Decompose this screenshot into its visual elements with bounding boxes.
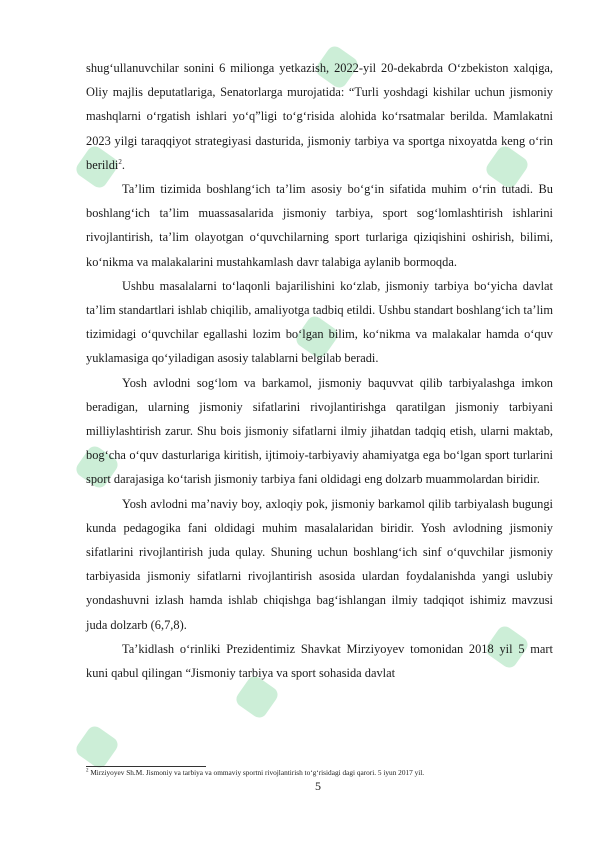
paragraph-1 — [86, 56, 553, 177]
paragraph-5: Yosh avlodni ma’naviy boy, axloqiy pok, jismoniy barkamol qilib tarbiyalash bugungi kunda pedagogika fani oldidagi muhim masalalaridan biridir. Yosh avlodning jismoniy sifatlarini rivojlantirish juda qulay. Shuning uchun boshlang‘ich sinf o‘quvchilar jismoniy tarbiyasida jismoniy sifatlarni rivojlantirish asosida ulardan foydalanishda yangi uslubiy yondashuvni izlash hamda ishlab chiqishga bag‘ishlangan ilmiy tadqiqot ishimiz mavzusi juda dolzarb (6,7,8). — [86, 496, 553, 632]
paragraph-end: . — [121, 157, 125, 172]
footnote-ref: 2 — [118, 157, 122, 166]
page-number: 5 — [315, 779, 321, 793]
body-text — [86, 56, 553, 685]
paragraph-4: Yosh avlodni sog‘lom va barkamol, jismoniy baquvvat qilib tarbiyalashga imkon beradigan, ularning jismoniy sifatlarini rivojlantirishga qaratilgan jismoniy tarbiyani milliylashtirish zarur. Shu bois jismoniy sifatlarni ilmiy jihatdan tadqiq etish, ularni maktab, bog‘cha o‘quv dasturlariga kiritish, ijtimoiy-tarbiyaviy ahamiyatga ega bo‘lgan sport turlarini sport darajasiga ko‘tarish jismoniy tarbiya fani oldidagi eng dolzarb muammolardan biridir. — [86, 375, 553, 487]
paragraph-3: Ushbu masalalarni to‘laqonli bajarilishini ko‘zlab, jismoniy tarbiya bo‘yicha davlat ta’lim standartlari ishlab chiqilib, amaliyotga tadbiq etildi. Ushbu standart boshlang‘ich ta’lim tizimidagi o‘quvchilar egallashi lozim bo‘lgan bilim, ko‘nikma va malakalar hamda o‘quv yuklamasiga qo‘yiladigan asosiy talablarni belgilab beradi. — [86, 278, 553, 366]
footnote-text: Mirziyoyev Sh.M. Jismoniy va tarbiya va ommaviy sportni rivojlantirish to‘g‘risidagi dagi qarori. 5 iyun 2017 yil. — [88, 768, 425, 777]
paragraph-6: Ta’kidlash o‘rinliki Prezidentimiz Shavkat Mirziyoyev tomonidan 2018 yil 5 mart kuni qabul qilingan “Jismoniy tarbiya va sport sohasida davlat — [86, 641, 553, 681]
paragraph-2: Ta’lim tizimida boshlang‘ich ta’lim asosiy bo‘g‘in sifatida muhim o‘rin tutadi. Bu boshlang‘ich ta’lim muassasalarida jismoniy tarbiya, sport sog‘lomlashtirish ishlarini rivojlantirish, ta’lim olayotgan o‘quvchilarning sport turlariga qiziqishini oshirish, bilimi, ko‘nikma va malakalarini mustahkamlash davr talabiga aylanib bormoqda. — [86, 182, 553, 269]
paragraph-text: shug‘ullanuvchilar sonini 6 milionga yetkazish, 2022-yil 20-dekabrda O‘zbekiston xalqiga, Oliy majlis deputatlariga, Senatorlarga murojatida: “Turli yoshdagi kishilar uchun jismoniy mashqlarni o‘rgatish ishlari yo‘q”ligi to‘g‘risida alohida ko‘rsatmalar berilda. Mamlakatni 2023 yilgi taraqqiyot strategiyasi dasturida, jismoniy tarbiya va sportga nixoyatda keng o‘rin berildi — [86, 61, 553, 172]
footnote-divider — [86, 766, 206, 767]
footnote-marker: 2 — [86, 768, 89, 774]
watermark-logo-icon — [73, 723, 120, 770]
footnote — [86, 768, 556, 778]
